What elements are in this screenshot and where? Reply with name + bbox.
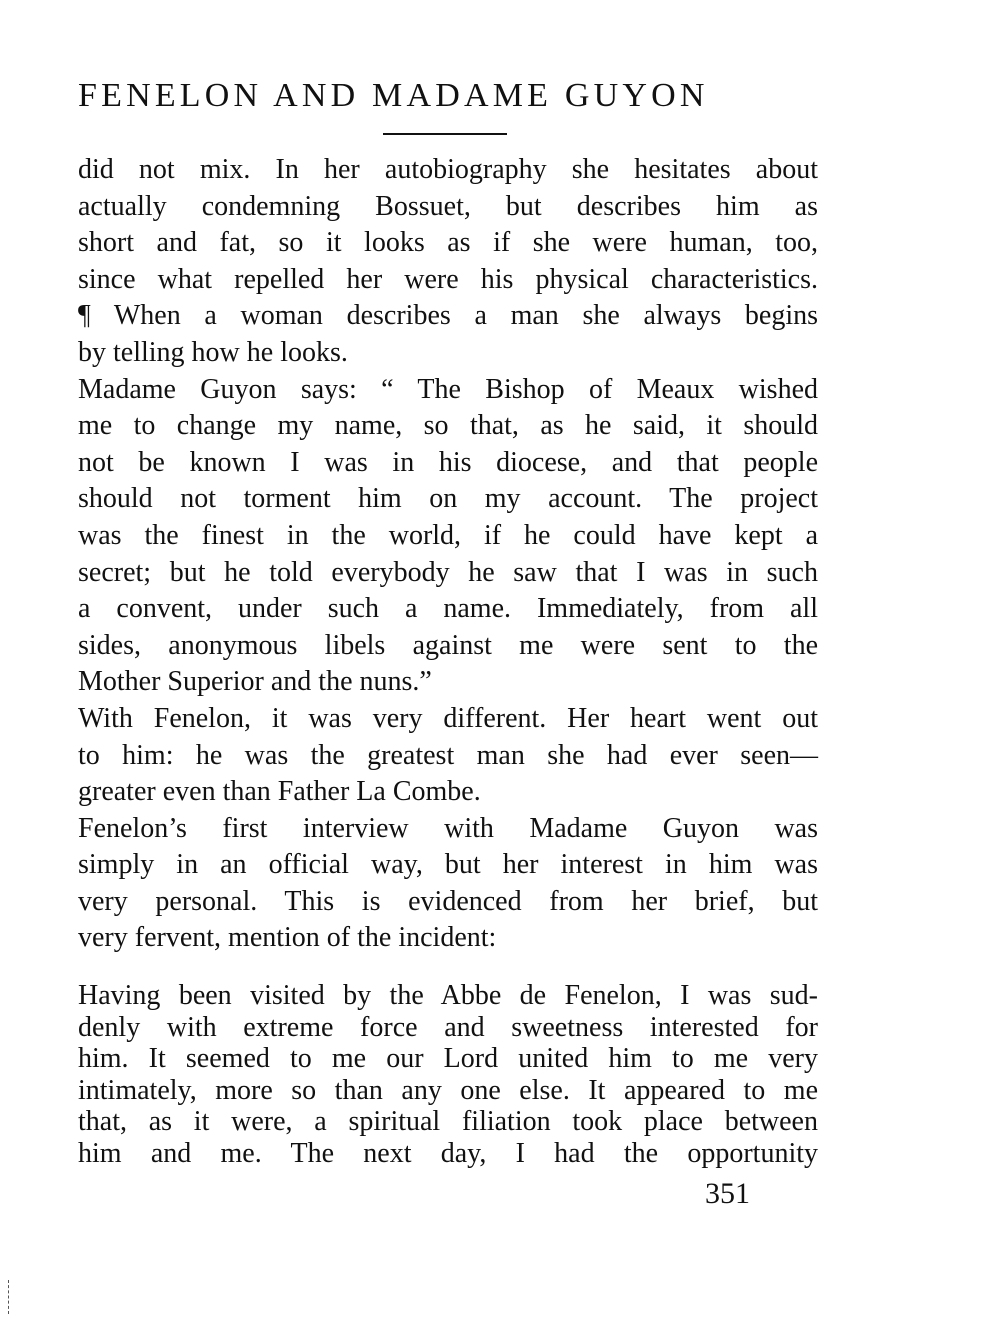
quote-line: intimately, more so than any one else. It appeared to me (78, 1074, 818, 1106)
quote-line: that, as it were, a spiritual filiation took place between (78, 1106, 818, 1138)
text-line: actually condemning Bossuet, but describes him as (78, 190, 818, 222)
running-head: FENELON AND MADAME GUYON (78, 77, 709, 114)
text-line: not be known I was in his diocese, and that people (78, 446, 818, 478)
text-line: should not torment him on my account. The project (78, 483, 818, 515)
text-line: since what repelled her were his physical characteristics. (78, 263, 818, 295)
scan-edge-mark (8, 1280, 10, 1314)
text-line: to him: he was the greatest man she had ever seen— (78, 739, 818, 771)
text-line: me to change my name, so that, as he said, it should (78, 410, 818, 442)
text-line: sides, anonymous libels against me were sent to the (78, 629, 818, 661)
text-line: very personal. This is evidenced from her brief, but (78, 885, 818, 917)
quote-line: denly with extreme force and sweetness interested for (78, 1011, 818, 1043)
main-text (78, 152, 818, 957)
text-line: by telling how he looks. (78, 336, 348, 368)
block-quote (78, 980, 818, 1170)
text-line: Mother Superior and the nuns.” (78, 666, 432, 698)
header-rule (383, 133, 507, 135)
page-number: 351 (705, 1177, 750, 1210)
quote-line: him and me. The next day, I had the opportunity (78, 1137, 818, 1169)
text-line: secret; but he told everybody he saw that I was in such (78, 556, 818, 588)
text-line: simply in an official way, but her interest in him was (78, 849, 818, 881)
text-line: Madame Guyon says: “ The Bishop of Meaux wished (78, 373, 818, 405)
text-line: did not mix. In her autobiography she hesitates about (78, 154, 818, 185)
text-line: greater even than Father La Combe. (78, 776, 481, 808)
text-line: short and fat, so it looks as if she were human, too, (78, 227, 818, 259)
quote-line: him. It seemed to me our Lord united him to me very (78, 1043, 818, 1075)
text-line: was the finest in the world, if he could have kept a (78, 519, 818, 551)
text-line: a convent, under such a name. Immediately, from all (78, 593, 818, 625)
text-line: ¶ When a woman describes a man she always begins (78, 300, 818, 332)
text-line: Fenelon’s first interview with Madame Guyon was (78, 812, 818, 844)
text-line: very fervent, mention of the incident: (78, 922, 497, 954)
quote-line: Having been visited by the Abbe de Fenelon, I was sud- (78, 980, 818, 1011)
text-line: With Fenelon, it was very different. Her heart went out (78, 702, 818, 734)
